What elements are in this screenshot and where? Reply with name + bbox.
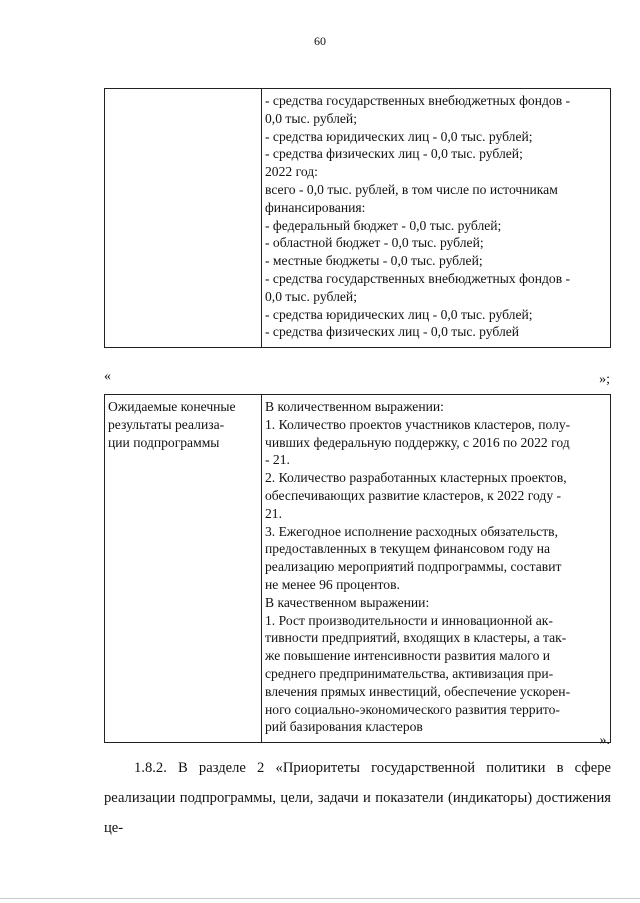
page-number: 60	[314, 34, 326, 48]
table-row	[105, 395, 611, 743]
table-line: ции подпрограммы	[108, 434, 220, 450]
table-right-cell	[262, 89, 611, 348]
table-line: результаты реализа-	[108, 416, 225, 432]
table-line: - местные бюджеты - 0,0 тыс. рублей;	[265, 253, 483, 269]
table-line: обеспечивающих развитие кластеров, к 2022 году -	[265, 487, 562, 503]
table-line: 2022 год:	[265, 164, 318, 180]
page-edge-line	[0, 898, 640, 899]
table-line: реализацию мероприятий подпрограммы, составит	[265, 559, 562, 575]
table-line: же повышение интенсивности развития малого и	[265, 648, 551, 664]
table-line: - областной бюджет - 0,0 тыс. рублей;	[265, 235, 484, 251]
table-line: рий базирования кластеров	[265, 719, 423, 735]
table-line: 2. Количество разработанных кластерных проектов,	[265, 470, 567, 486]
table-line: Ожидаемые конечные	[108, 399, 236, 414]
table-right-cell	[262, 395, 611, 743]
table-line: не менее 96 процентов.	[265, 576, 400, 592]
table-line: - средства государственных внебюджетных фондов -	[265, 93, 571, 108]
funding-table	[104, 88, 611, 348]
table-line: 0,0 тыс. рублей;	[265, 288, 357, 304]
table-left-cell	[105, 89, 262, 348]
table-line: - 21.	[265, 452, 290, 468]
table-left-cell	[105, 395, 262, 743]
body-paragraph	[104, 753, 611, 843]
table-line: - средства физических лиц - 0,0 тыс. рублей	[265, 324, 520, 340]
table-line: - средства юридических лиц - 0,0 тыс. рублей;	[265, 128, 533, 144]
paragraph-text: 1.8.2. В разделе 2 «Приоритеты государственной политики в сфере реализации подпрограммы, цели, задачи и показатели (индикаторы) достижения це-	[104, 760, 611, 836]
table-line: чивших федеральную поддержку, с 2016 по 2022 год	[265, 434, 570, 450]
table-line: тивности предприятий, входящих в кластеры, а так-	[265, 630, 567, 646]
table-line: ного социально-экономического развития террито-	[265, 701, 560, 717]
closing-quote: »;	[599, 372, 610, 387]
table-line: 21.	[265, 505, 282, 521]
table-line: предоставленных в текущем финансовом году на	[265, 541, 551, 557]
table-line: 1. Количество проектов участников кластеров, полу-	[265, 416, 571, 432]
table-line: - средства физических лиц - 0,0 тыс. рублей;	[265, 146, 523, 162]
results-table	[104, 394, 611, 743]
table-line: - средства юридических лиц - 0,0 тыс. рублей;	[265, 306, 533, 322]
table-line: 1. Рост производительности и инновационной ак-	[265, 612, 553, 628]
table-line: 0,0 тыс. рублей;	[265, 110, 357, 126]
closing-quote: ».	[599, 733, 610, 748]
opening-quote: «	[104, 369, 111, 384]
table-line: В качественном выражении:	[265, 594, 430, 610]
table-line: В количественном выражении:	[265, 399, 444, 414]
table-line: всего - 0,0 тыс. рублей, в том числе по источникам	[265, 181, 558, 197]
table-line: финансирования:	[265, 199, 366, 215]
table-line: 3. Ежегодное исполнение расходных обязательств,	[265, 523, 558, 539]
table-line: - средства государственных внебюджетных фондов -	[265, 270, 571, 286]
table-line: влечения прямых инвестиций, обеспечение ускорен-	[265, 683, 571, 699]
table-line: среднего предпринимательства, активизация при-	[265, 665, 554, 681]
table-row	[105, 89, 611, 348]
table-line: - федеральный бюджет - 0,0 тыс. рублей;	[265, 217, 502, 233]
